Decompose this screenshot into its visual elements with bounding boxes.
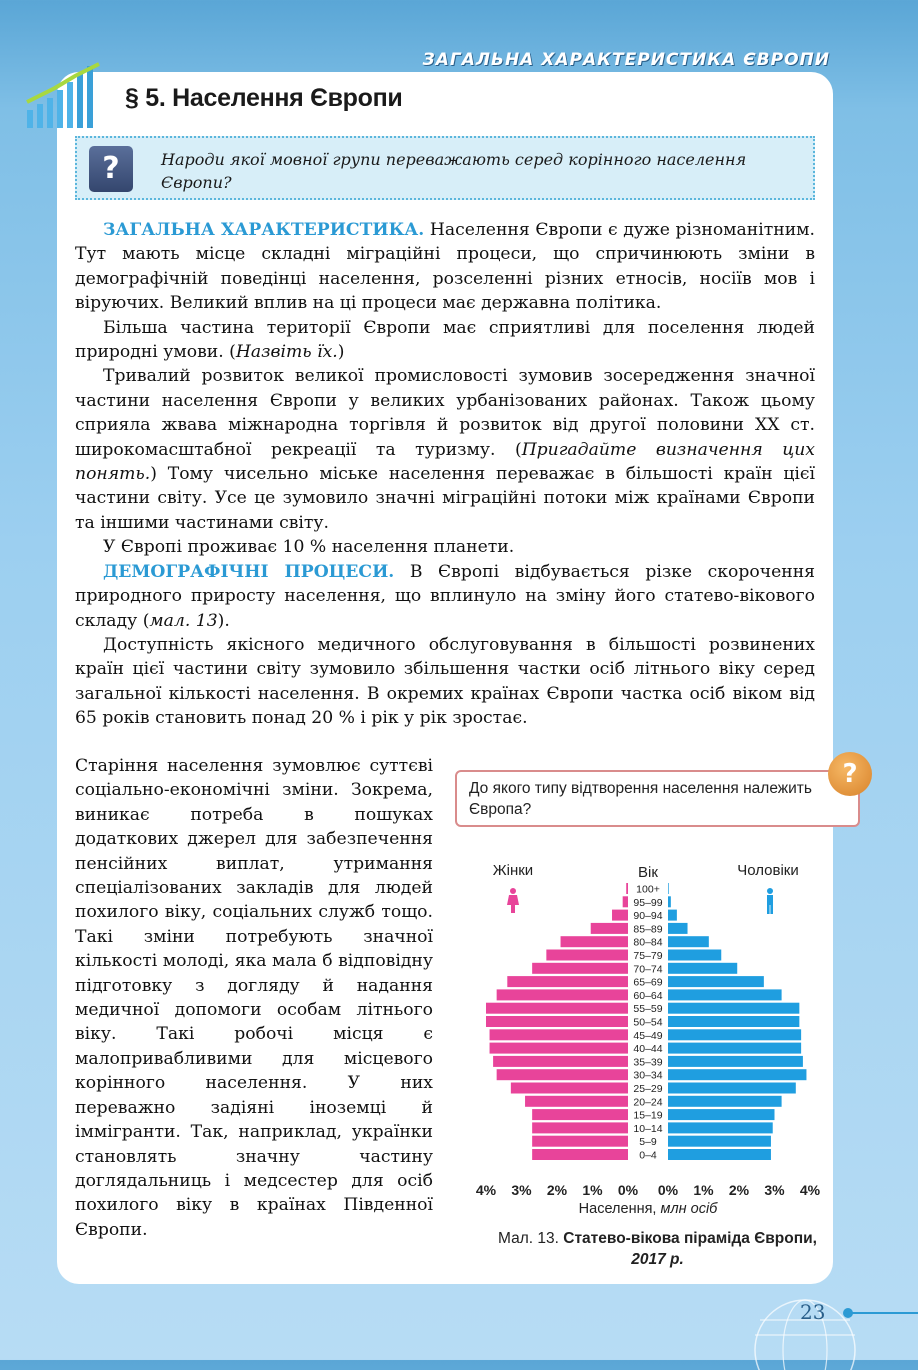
x-axis-ticks	[476, 1182, 821, 1198]
bar-men-18	[668, 1122, 773, 1133]
age-group-label: 60–64	[633, 989, 663, 1002]
x-tick-label: 2%	[546, 1182, 568, 1198]
paragraph-5: ДЕМОГРАФІЧНІ ПРОЦЕСИ. В Європі відбувається різке скорочення природного приросту населення, що вплинуло на зміну його статево-вікового складу (мал. 13).	[75, 561, 815, 631]
bar-women-1	[623, 896, 628, 907]
side-question-box	[455, 770, 860, 827]
bar-women-20	[532, 1149, 628, 1160]
bar-men-20	[668, 1149, 771, 1160]
population-pyramid-chart	[455, 855, 855, 1225]
bar-men-9	[668, 1003, 799, 1014]
bar-men-16	[668, 1096, 782, 1107]
bar-logo-icon	[25, 62, 107, 128]
bar-women-8	[497, 989, 628, 1000]
paragraph-6: Доступність якісного медичного обслуговування в більшості розвинених країн цієї частини світу зумовило збільшення частки осіб літнього віку серед загальної кількості населення. В окремих країнах Європи частка осіб віком від 65 років становить понад 20 % і рік у рік зростає.	[75, 634, 815, 729]
age-group-label: 40–44	[633, 1043, 663, 1056]
female-icon	[507, 888, 519, 913]
bar-women-9	[486, 1003, 628, 1014]
bar-men-2	[668, 910, 677, 921]
age-group-label: 25–29	[633, 1083, 663, 1095]
x-tick-label: 3%	[511, 1182, 532, 1198]
left-column-text	[75, 754, 433, 1242]
paragraph-3: Тривалий розвиток великої промисловості зумовив зосередження значної частини населення Європи у великих урбанізованих районах. Також цьому сприяла жвава міжнародна торгівля й розвиток від другої половини XX ст. широкомасштабної рекреації та туризму. (Пригадайте визначення цих понять.) Тому чисельно міське населення переважає в більшості країн цієї частини світу. Усе це зумовило значні міграційні потоки між країнами Європи та іншими частинами світу.	[75, 366, 815, 533]
men-label: Чоловіки	[737, 862, 799, 879]
age-group-label: 100+	[636, 883, 660, 896]
age-group-label: 10–14	[633, 1122, 663, 1135]
age-group-label: 45–49	[633, 1029, 663, 1042]
bar-men-12	[668, 1043, 801, 1054]
question-text: Народи якої мовної групи переважають серед корінного населення Європи?	[161, 150, 747, 192]
x-tick-label: 4%	[475, 1182, 497, 1198]
bar-women-11	[490, 1029, 628, 1040]
orange-question-icon: ?	[828, 752, 872, 796]
bar-women-5	[546, 950, 628, 961]
question-book-icon: ?	[89, 146, 133, 192]
bar-men-1	[668, 896, 671, 907]
bar-women-18	[532, 1122, 628, 1133]
bar-women-13	[493, 1056, 628, 1067]
x-tick-label: 3%	[764, 1182, 785, 1198]
page-number: 23	[800, 1300, 826, 1324]
age-group-label: 80–84	[633, 936, 663, 949]
age-group-label: 70–74	[633, 963, 663, 976]
heading-demographic: ДЕМОГРАФІЧНІ ПРОЦЕСИ.	[103, 561, 395, 582]
bar-men-10	[668, 1016, 799, 1027]
x-tick-label: 0%	[617, 1182, 639, 1198]
age-group-label: 5–9	[639, 1136, 657, 1149]
x-tick-label: 0%	[657, 1182, 679, 1198]
bar-men-0	[668, 883, 669, 894]
age-group-label: 85–89	[633, 923, 663, 936]
bar-men-14	[668, 1069, 806, 1080]
bar-men-7	[668, 976, 764, 987]
age-group-label: 75–79	[633, 950, 663, 962]
paragraph-2: Більша частина території Європи має сприятливі для поселення людей природні умови. (Назвіть їх.)	[75, 317, 815, 363]
age-group-label: 20–24	[633, 1096, 663, 1109]
bar-women-6	[532, 963, 628, 974]
age-group-label: 90–94	[633, 910, 663, 923]
bar-men-11	[668, 1029, 801, 1040]
bar-men-5	[668, 950, 721, 961]
age-group-label: 35–39	[633, 1056, 663, 1069]
age-group-labels	[633, 884, 662, 1162]
bar-women-12	[490, 1043, 628, 1054]
bar-women-0	[626, 883, 628, 894]
bar-women-16	[525, 1096, 628, 1107]
bar-women-10	[486, 1016, 628, 1027]
bar-men-4	[668, 936, 709, 947]
page-number-line	[848, 1312, 918, 1314]
bar-women-3	[591, 923, 628, 934]
bar-women-7	[507, 976, 628, 987]
bar-men-19	[668, 1136, 771, 1147]
bar-women-2	[612, 910, 628, 921]
women-label: Жінки	[492, 862, 534, 879]
bar-men-13	[668, 1056, 803, 1067]
bar-men-8	[668, 989, 782, 1000]
question-box	[75, 136, 815, 200]
paragraph-7: Старіння населення зумовлює суттєві соціально-економічні зміни. Зокрема, виникає потреба в пошуках додаткових джерел для забезпечення пенсійних виплат, утримання спеціалізованих закладів для людей похилого віку, соціальних служб тощо. Такі зміни потребують значної кількості молоді, яка мала б відповідну підготовку з догляду й надання медичної допомоги особам літнього віку. Такі робочі місця є малопривабливими для місцевого корінного населення. У них переважно задіяні іноземці й іммігранти. Так, наприклад, українки становлять значну частину доглядальниць і медсестер для осіб похилого віку в країнах Південної Європи.	[75, 756, 433, 1240]
paragraph-1: ЗАГАЛЬНА ХАРАКТЕРИСТИКА. Населення Європи є дуже різноманітним. Тут мають місце складні міграційні процеси, що спричинюють зміни в демографічній поведінці населення, розселенні різних етносів, носіїв мов і віруючих. Великий вплив на ці процеси має державна політика.	[75, 220, 815, 314]
bar-women-17	[532, 1109, 628, 1120]
paragraph-title: § 5. Населення Європи	[125, 84, 403, 112]
bar-women-19	[532, 1136, 628, 1147]
bar-men-17	[668, 1109, 775, 1120]
x-tick-label: 2%	[728, 1182, 750, 1198]
main-text	[75, 218, 815, 731]
side-question-text: До якого типу відтворення населення належить Європа?	[469, 780, 812, 818]
bar-men-15	[668, 1083, 796, 1094]
x-axis-label: Населення, млн осіб	[578, 1201, 718, 1217]
male-icon	[767, 888, 773, 914]
bar-women-14	[497, 1069, 628, 1080]
age-group-label: 55–59	[633, 1003, 663, 1016]
figure-caption: Мал. 13. Статево-вікова піраміда Європи, 2017 р.	[498, 1230, 817, 1268]
age-label: Вік	[638, 864, 658, 881]
age-group-label: 15–19	[633, 1109, 663, 1122]
bar-women-15	[511, 1083, 628, 1094]
x-tick-label: 1%	[582, 1182, 603, 1198]
age-group-label: 95–99	[633, 896, 663, 909]
section-header: ЗАГАЛЬНА ХАРАКТЕРИСТИКА ЄВРОПИ	[422, 50, 830, 70]
bar-women-4	[561, 936, 628, 947]
age-group-label: 50–54	[633, 1016, 663, 1029]
age-group-label: 30–34	[633, 1069, 663, 1082]
heading-general: ЗАГАЛЬНА ХАРАКТЕРИСТИКА.	[103, 220, 425, 240]
bar-men-6	[668, 963, 737, 974]
x-tick-label: 4%	[799, 1182, 821, 1198]
paragraph-4: У Європі проживає 10 % населення планети.	[103, 537, 515, 558]
age-group-label: 0–4	[639, 1149, 657, 1162]
bar-men-3	[668, 923, 688, 934]
x-tick-label: 1%	[693, 1182, 714, 1198]
age-group-label: 65–69	[633, 976, 663, 989]
